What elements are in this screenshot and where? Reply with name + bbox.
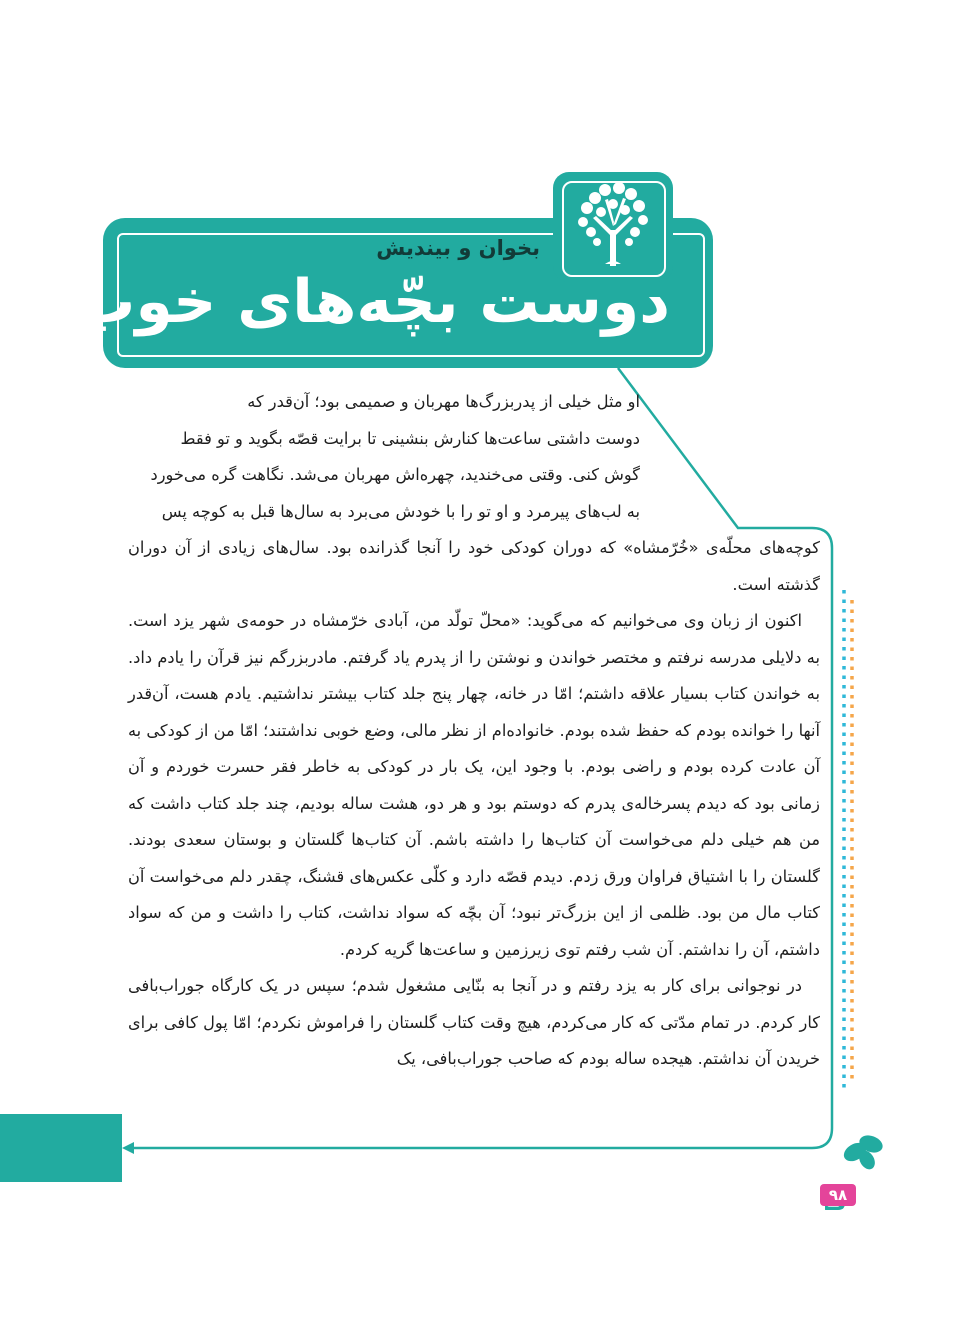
tree-icon: [565, 178, 661, 274]
page-title: دوست بچّه‌های خوب: [75, 267, 670, 337]
page-corner-tab: [0, 1114, 122, 1182]
intro-line: به لب‌های پیرمرد و او تو را با خودش می‌برد به سال‌ها قبل به کوچه پس: [161, 501, 640, 521]
body-paragraph: در نوجوانی برای کار به یزد رفتم و در آنجا به بنّایی مشغول شدم؛ سپس در یک کارگاه جوراب‌بافی کار کردم. در تمام مدّتی که کار می‌کردم، هیچ وقت کتاب گلستان را فراموش نکردم؛ امّا پول کافی برای خریدن آن نداشتم. هیجده ساله بودم که صاحب جوراب‌بافی، یک: [128, 976, 820, 1068]
body-paragraph: کوچه‌های محلّه‌ی «خُرّمشاه» که دوران کودکی خود را آنجا گذرانده بود. سال‌های زیادی از آن دوران گذشته است.: [128, 538, 820, 594]
body-paragraph: اکنون از زبان وی می‌خوانیم که می‌گوید: «محلّ تولّد من، آبادی خرّمشاه در حومه‌ی شهر یزد است. به دلایلی مدرسه نرفتم و مختصر خواندن و نوشتن را از پدرم یاد گرفتم. مادربزرگم نیز قرآن را یادم داد. به خواندن کتاب بسیار علاقه داشتم؛ امّا در خانه، چهار پنج جلد کتاب بیشتر نداشتیم. یادم هست، آن‌قدر آنها را خوانده بودم که حفظ شده بودم. خانواده‌ام از نظر مالی، وضع خوبی نداشتند؛ امّا من از کودکی به آن عادت کرده بودم و راضی بودم. با وجود این، یک بار در کودکی به خاطر فقر حسرت خوردم و آن زمانی بود که دیدم پسرخاله‌ی پدرم که دوستم بود و هر دو، هشت ساله بودیم، چند جلد کتاب داشت که من هم خیلی دلم می‌خواست آن کتاب‌ها را داشته باشم. آن کتاب‌ها گلستان و بوستان سعدی بودند. گلستان را با اشتیاق فراوان ورق زدم. دیدم قصّه دارد و کلّی عکس‌های قشنگ، چقدر دلم می‌خواست آن کتاب مال من بود. ظلمی از این بزرگ‌تر نبود؛ آن بچّه که سواد نداشت، کتاب را داشت و من که سواد داشتم، آن را نداشتم. آن شب رفتم توی زیرزمین و ساعت‌ها گریه کردم.: [128, 611, 820, 959]
body-text: [128, 530, 820, 1078]
arrow-left-icon: [122, 1142, 134, 1154]
intro-line: دوست داشتی ساعت‌ها کنارش بنشینی تا برایت قصّه بگوید و تو فقط: [180, 428, 640, 448]
intro-text: [130, 384, 640, 530]
intro-line: او مثل خیلی از پدربزرگ‌ها مهربان و صمیمی بود؛ آن‌قدر که: [247, 392, 640, 411]
intro-line: گوش کنی. وقتی می‌خندید، چهره‌اش مهربان می‌شد. نگاهت گره می‌خورد: [150, 465, 640, 484]
leaf-logo-icon: [825, 1130, 905, 1220]
page-number: ۹۸: [820, 1184, 856, 1206]
section-subtitle: بخوان و بیندیش: [376, 236, 540, 260]
dotted-border: [844, 590, 852, 1090]
